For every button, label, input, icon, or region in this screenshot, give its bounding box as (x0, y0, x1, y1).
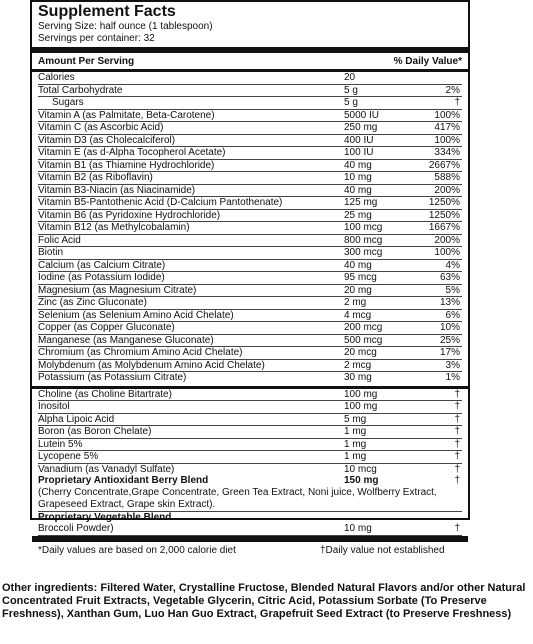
nutrient-amount: 1 mg (344, 426, 367, 437)
footnote-not-established: †Daily value not established (320, 544, 445, 556)
nutrient-name: Calcium (as Calcium Citrate) (38, 259, 166, 271)
nutrient-row (38, 97, 462, 110)
nutrient-name: Vitamin B5-Pantothenic Acid (D-Calcium Pantothenate) (38, 197, 283, 208)
nutrient-row (38, 360, 462, 373)
nutrient-daily-value: 2667% (428, 159, 460, 171)
nutrient-amount: 2 mcg (344, 359, 372, 371)
nutrient-amount: 40 mg (344, 259, 372, 271)
footnote-daily-values: *Daily values are based on 2,000 calorie diet (38, 544, 236, 556)
supplement-facts-panel (30, 0, 470, 556)
nutrient-daily-value: 334% (434, 147, 460, 158)
nutrient-row (38, 347, 462, 360)
nutrient-row (38, 135, 462, 148)
berry-blend-amount: 150 mg (344, 475, 379, 486)
nutrient-row (38, 110, 462, 123)
nutrient-amount: 10 mcg (344, 463, 377, 475)
nutrient-amount: 200 mcg (344, 322, 383, 333)
nutrient-daily-value: † (454, 413, 460, 425)
nutrient-daily-value: † (454, 401, 460, 412)
nutrient-row (38, 222, 462, 235)
nutrient-daily-value: † (454, 451, 460, 462)
nutrient-name: Alpha Lipoic Acid (38, 413, 115, 425)
nutrient-daily-value: 1% (445, 372, 460, 383)
nutrient-daily-value: † (454, 463, 460, 475)
nutrient-name: Chromium (as Chromium Amino Acid Chelate) (38, 347, 243, 358)
nutrient-row (38, 401, 462, 414)
vegetable-blend-row (38, 512, 462, 524)
nutrient-daily-value: 1667% (428, 222, 460, 233)
nutrient-name: Inositol (38, 401, 70, 412)
other-nutrient-list (38, 389, 462, 476)
nutrient-row (38, 160, 462, 173)
nutrient-amount: 100 mcg (344, 222, 383, 233)
nutrient-daily-value: 2% (445, 84, 460, 96)
thick-divider (32, 536, 468, 542)
nutrient-row (38, 172, 462, 185)
nutrient-name: Lutein 5% (38, 438, 83, 450)
nutrient-name: Molybdenum (as Molybdenum Amino Acid Chelate) (38, 359, 265, 371)
nutrient-name: Choline (as Choline Bitartrate) (38, 388, 172, 400)
nutrient-daily-value: 63% (439, 272, 460, 283)
nutrient-row (38, 439, 462, 452)
nutrient-amount: 30 mg (344, 372, 372, 383)
nutrient-name: Vitamin B3-Niacin (as Niacinamide) (38, 184, 196, 196)
nutrient-amount: 500 mcg (344, 334, 383, 346)
nutrient-amount: 20 (344, 72, 356, 83)
nutrient-daily-value: 1250% (428, 197, 460, 208)
nutrient-daily-value: 100% (434, 134, 460, 146)
nutrient-amount: 100 mg (344, 388, 378, 400)
nutrient-name: Zinc (as Zinc Gluconate) (38, 297, 147, 308)
panel-title: Supplement Facts (38, 3, 176, 20)
nutrient-name: Biotin (38, 247, 64, 258)
nutrient-row (38, 372, 462, 384)
nutrient-amount: 2 mg (344, 297, 367, 308)
vegetable-blend-dv: † (454, 523, 460, 534)
nutrient-daily-value: 13% (439, 297, 460, 308)
nutrient-row (38, 235, 462, 248)
nutrient-row (38, 197, 462, 210)
footnote (38, 544, 462, 557)
nutrient-name: Folic Acid (38, 234, 81, 246)
nutrient-name: Vitamin B2 (as Riboflavin) (38, 172, 153, 183)
nutrient-row (38, 247, 462, 260)
header-daily-value: % Daily Value* (393, 56, 462, 67)
nutrient-daily-value: † (454, 97, 460, 108)
nutrient-name: Iodine (as Potassium Iodide) (38, 272, 165, 283)
nutrient-amount: 10 mg (344, 172, 372, 183)
nutrient-daily-value: 4% (445, 259, 460, 271)
nutrient-amount: 4 mcg (344, 309, 372, 321)
nutrient-amount: 250 mg (344, 122, 378, 133)
nutrient-amount: 400 IU (344, 134, 374, 146)
nutrient-row (38, 72, 462, 85)
nutrient-row (38, 335, 462, 348)
vegetable-blend-sub-name: Broccoli Powder) (38, 523, 114, 534)
nutrient-row (38, 185, 462, 198)
nutrient-name: Vanadium (as Vanadyl Sulfate) (38, 463, 175, 475)
nutrient-name: Sugars (52, 97, 84, 108)
nutrient-daily-value: 25% (439, 334, 460, 346)
nutrient-row (38, 464, 462, 476)
nutrient-row (38, 285, 462, 298)
berry-blend-dv: † (454, 475, 460, 486)
nutrient-amount: 125 mg (344, 197, 378, 208)
nutrient-name: Potassium (as Potassium Citrate) (38, 372, 187, 383)
nutrient-name: Calories (38, 72, 75, 83)
nutrient-daily-value: 10% (439, 322, 460, 333)
nutrient-amount: 20 mcg (344, 347, 377, 358)
nutrient-daily-value: † (454, 388, 460, 400)
nutrient-daily-value: 417% (434, 122, 460, 133)
nutrient-daily-value: 5% (445, 284, 460, 296)
nutrient-amount: 5 g (344, 97, 358, 108)
nutrient-name: Vitamin E (as d-Alpha Tocopherol Acetate) (38, 147, 226, 158)
nutrient-row (38, 451, 462, 464)
servings-per-container: Servings per container: 32 (38, 33, 155, 44)
nutrient-name: Vitamin A (as Palmitate, Beta-Carotene) (38, 109, 215, 121)
nutrient-amount: 300 mcg (344, 247, 383, 258)
nutrient-name: Vitamin D3 (as Cholecalciferol) (38, 134, 176, 146)
nutrient-daily-value: 17% (439, 347, 460, 358)
thick-divider (32, 47, 468, 53)
nutrient-daily-value: † (454, 426, 460, 437)
column-header (38, 55, 462, 69)
nutrient-row (38, 260, 462, 273)
nutrient-name: Selenium (as Selenium Amino Acid Chelate) (38, 309, 234, 321)
nutrient-daily-value: 200% (434, 234, 460, 246)
nutrient-name: Boron (as Boron Chelate) (38, 426, 152, 437)
vegetable-blend-amount: 10 mg (344, 523, 372, 534)
nutrient-name: Magnesium (as Magnesium Citrate) (38, 284, 197, 296)
nutrient-name: Manganese (as Manganese Gluconate) (38, 334, 214, 346)
nutrient-name: Vitamin B6 (as Pyridoxine Hydrochloride) (38, 209, 221, 221)
nutrient-row (38, 272, 462, 285)
berry-blend-row (38, 475, 462, 487)
nutrient-row (38, 297, 462, 310)
nutrient-amount: 5 mg (344, 413, 367, 425)
berry-blend-name: Proprietary Antioxidant Berry Blend (38, 475, 209, 486)
nutrient-row (38, 322, 462, 335)
nutrient-amount: 1 mg (344, 451, 367, 462)
nutrient-amount: 100 IU (344, 147, 374, 158)
nutrient-amount: 800 mcg (344, 234, 383, 246)
berry-blend-contents: (Cherry Concentrate,Grape Concentrate, Green Tea Extract, Noni juice, Wolfberry Extract, Grapeseed Extract, Grape skin Extract). (38, 487, 462, 512)
nutrient-amount: 1 mg (344, 438, 367, 450)
nutrient-daily-value: 6% (445, 309, 460, 321)
nutrient-row (38, 389, 462, 402)
nutrient-name: Lycopene 5% (38, 451, 99, 462)
vegetable-blend-sub-row (38, 523, 462, 536)
nutrient-row (38, 147, 462, 160)
nutrient-row (38, 310, 462, 323)
nutrient-amount: 95 mcg (344, 272, 377, 283)
nutrient-row (38, 122, 462, 135)
nutrient-daily-value: 100% (434, 247, 460, 258)
header-amount: Amount Per Serving (38, 56, 135, 67)
nutrient-row (38, 210, 462, 223)
nutrient-amount: 5 g (344, 84, 358, 96)
nutrient-amount: 100 mg (344, 401, 378, 412)
nutrient-amount: 40 mg (344, 184, 372, 196)
serving-size: Serving Size: half ounce (1 tablespoon) (38, 21, 213, 32)
nutrient-name: Total Carbohydrate (38, 84, 123, 96)
nutrient-name: Copper (as Copper Gluconate) (38, 322, 175, 333)
nutrient-name: Vitamin B1 (as Thiamine Hydrochloride) (38, 159, 215, 171)
nutrient-row (38, 414, 462, 427)
nutrient-row (38, 85, 462, 98)
nutrient-row (38, 426, 462, 439)
nutrient-daily-value: 1250% (428, 209, 460, 221)
nutrient-name: Vitamin B12 (as Methylcobalamin) (38, 222, 190, 233)
other-ingredients: Other ingredients: Filtered Water, Crystalline Fructose, Blended Natural Flavors and/or other Natural Concentrated Fruit Extracts, Vegetable Glycerin, Citric Acid, Potassium Sorbate (To Preserve Freshness), Xanthan Gum, Luo Han Guo Extract, Grapefruit Seed Extract (to Preserve Freshness) (2, 582, 526, 620)
nutrient-daily-value: 100% (434, 109, 460, 121)
nutrient-daily-value: † (454, 438, 460, 450)
vegetable-blend-name: Proprietary Vegetable Blend (38, 511, 172, 523)
nutrient-daily-value: 200% (434, 184, 460, 196)
nutrient-daily-value: 588% (434, 172, 460, 183)
nutrient-list (38, 72, 462, 384)
nutrient-amount: 5000 IU (344, 109, 380, 121)
nutrient-amount: 20 mg (344, 284, 372, 296)
nutrient-amount: 40 mg (344, 159, 372, 171)
nutrient-name: Vitamin C (as Ascorbic Acid) (38, 122, 164, 133)
nutrient-amount: 25 mg (344, 209, 372, 221)
nutrient-daily-value: 3% (445, 359, 460, 371)
